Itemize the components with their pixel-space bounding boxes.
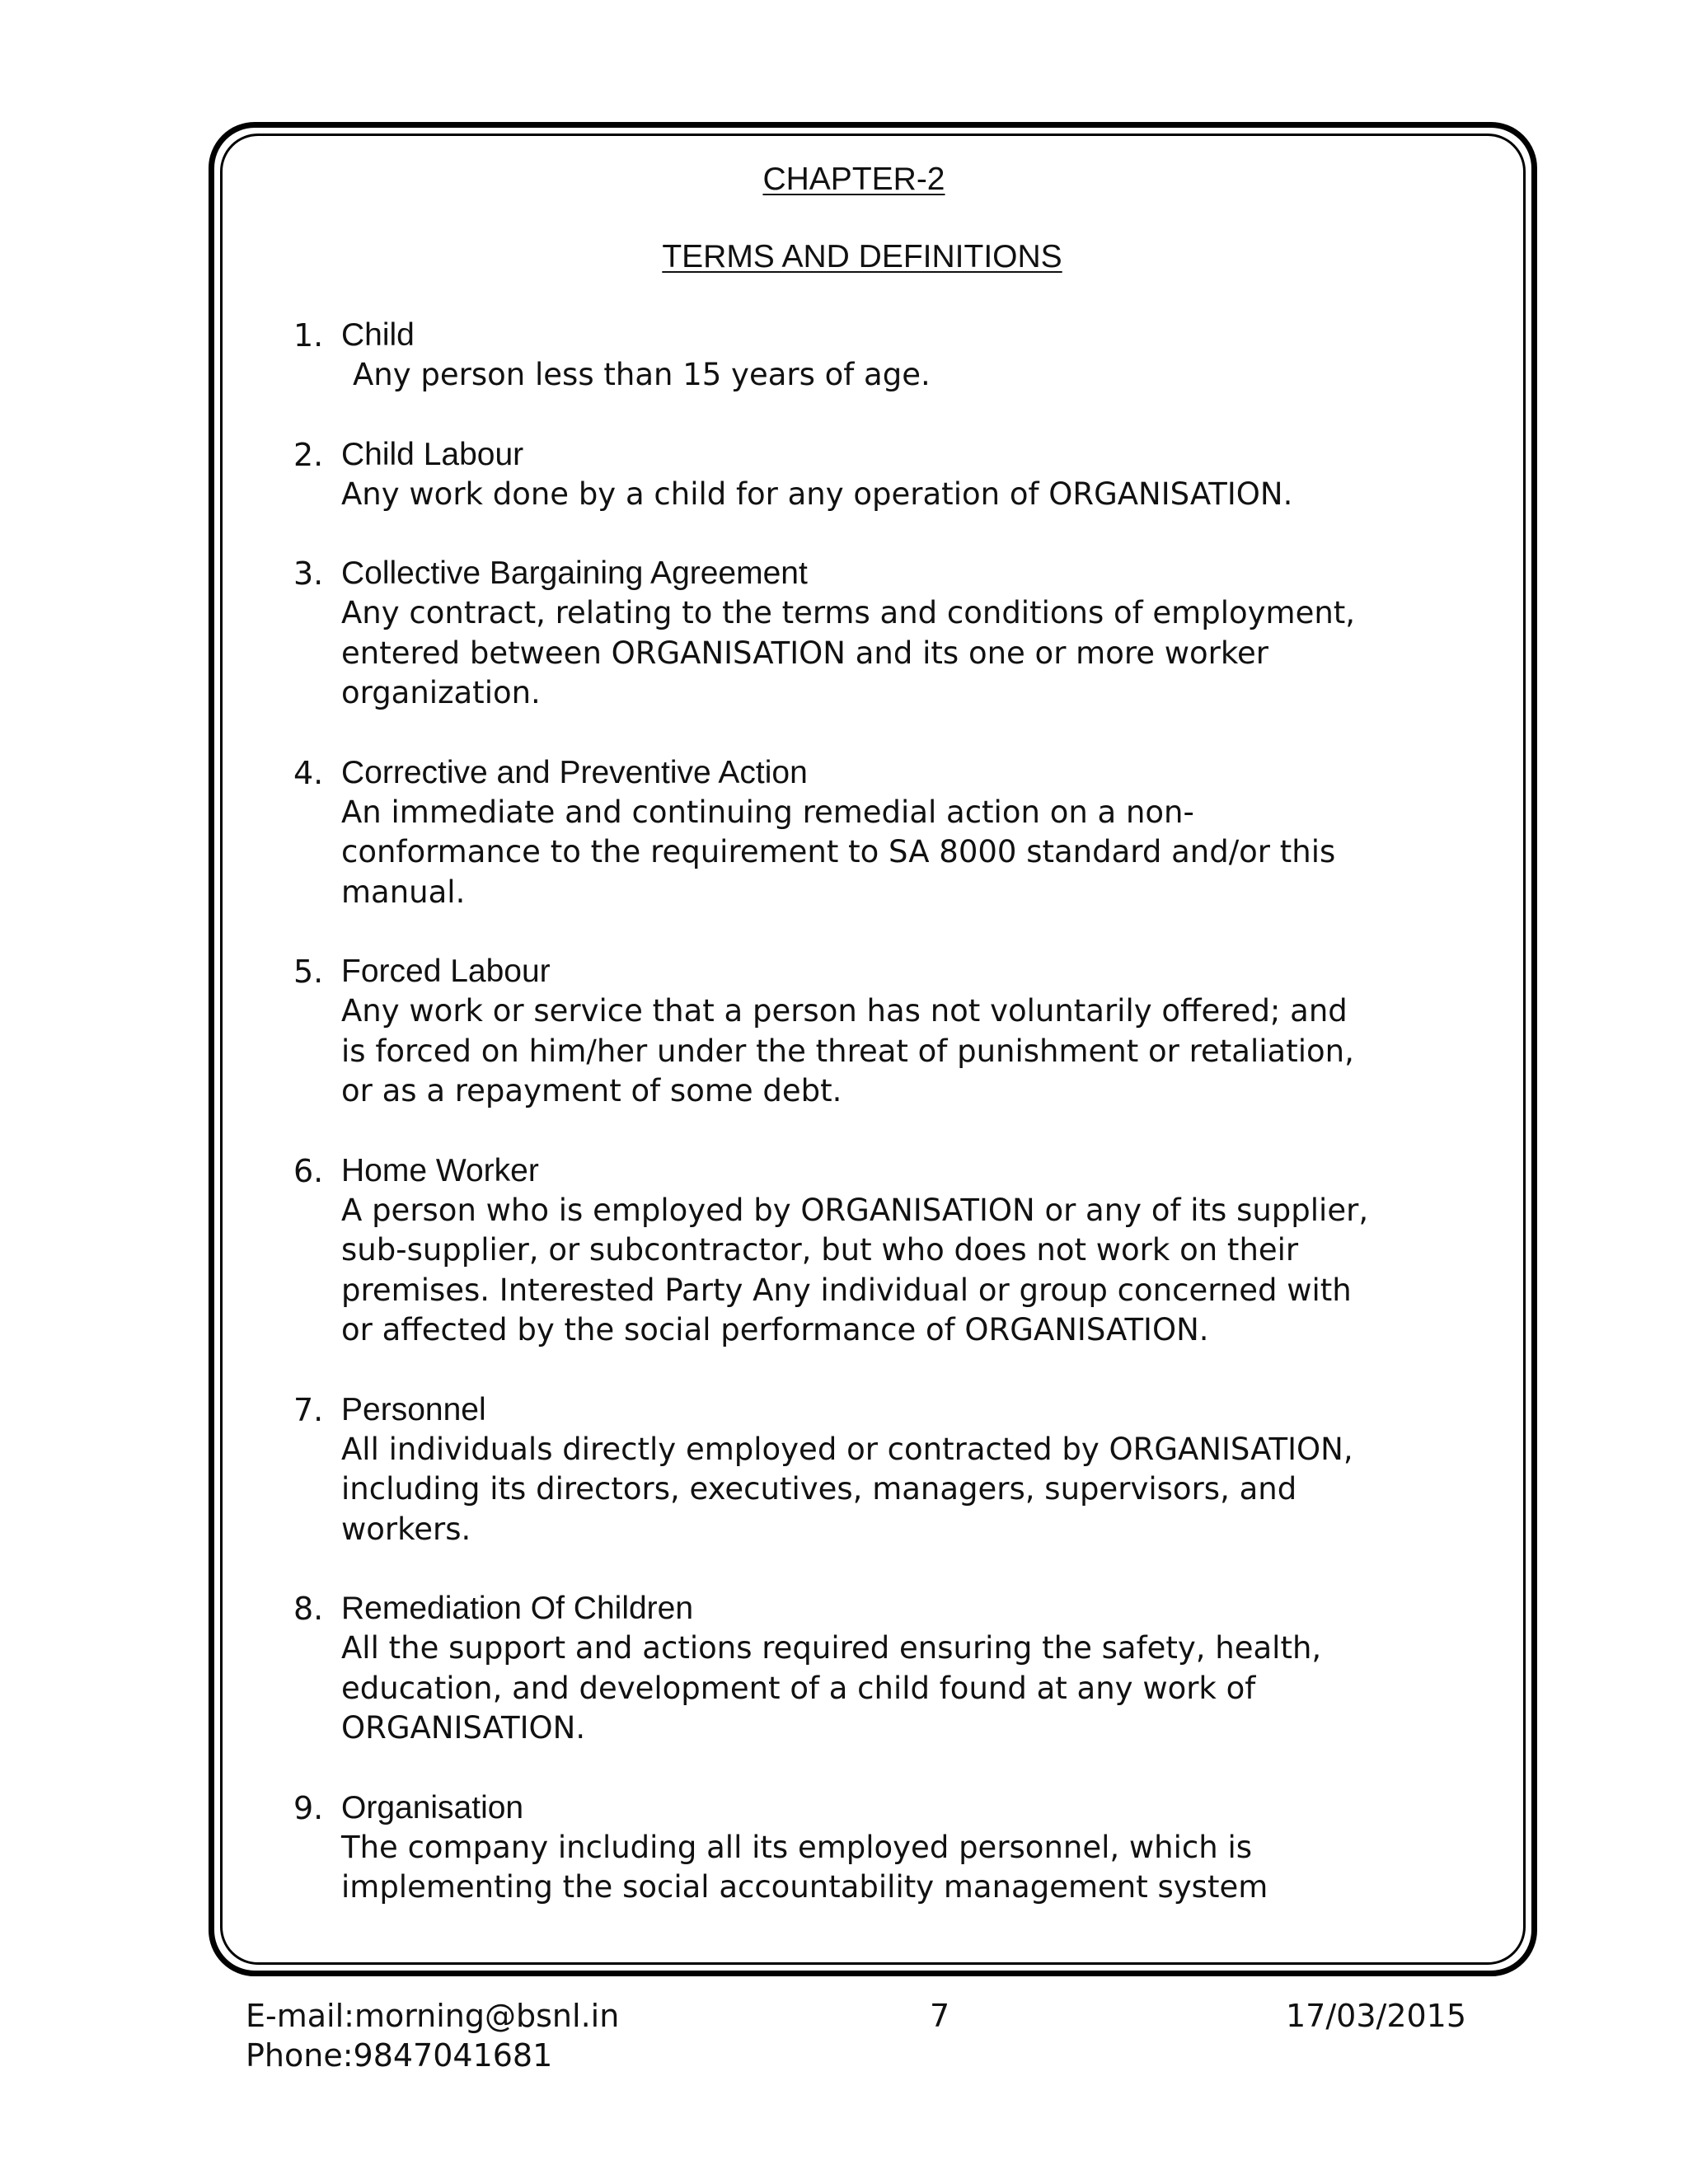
definition-term: Child (341, 317, 415, 353)
footer-phone: Phone:9847041681 (246, 2037, 553, 2074)
definition-item (293, 554, 1497, 714)
definition-term: Collective Bargaining Agreement (341, 555, 808, 591)
definition-item (293, 1151, 1497, 1351)
definition-item (293, 952, 1497, 1112)
definition-item (293, 435, 1497, 515)
definition-number: 8. (293, 1591, 324, 1627)
definition-term: Home Worker (341, 1152, 539, 1188)
definition-number: 4. (293, 754, 324, 791)
definition-term: Forced Labour (341, 954, 551, 989)
definition-text: Any person less than 15 years of age. (353, 357, 931, 392)
definition-text: A person who is employed by ORGANISATION or any of its supplier, sub-supplier, or subcontractor, but who does not work on their premises. Interested Party Any individual or group concerned with or affected by the social performance of ORGANISATION. (341, 1192, 1369, 1347)
definition-number: 7. (293, 1391, 324, 1428)
definition-item (293, 316, 1497, 396)
definitions-list (293, 316, 1497, 1947)
definition-text: The company including all its employed personnel, which is implementing the social accountability management system (341, 1829, 1268, 1905)
footer-date: 17/03/2015 (1286, 1998, 1467, 2034)
definition-text: Any contract, relating to the terms and conditions of employment, entered between ORGANISATION and its one or more worker organization. (341, 595, 1356, 710)
chapter-heading: CHAPTER-2 (762, 162, 945, 197)
definition-term: Child Labour (341, 436, 524, 472)
definition-text: Any work done by a child for any operation of ORGANISATION. (341, 476, 1293, 512)
page-number: 7 (930, 1998, 950, 2034)
definition-item (293, 753, 1497, 913)
definition-item (293, 1589, 1497, 1749)
definition-term: Corrective and Preventive Action (341, 754, 808, 790)
definition-number: 6. (293, 1152, 324, 1189)
definition-number: 1. (293, 317, 324, 354)
footer-email: E-mail:morning@bsnl.in (246, 1998, 620, 2034)
definition-number: 2. (293, 436, 324, 473)
definition-number: 3. (293, 555, 324, 592)
definition-term: Organisation (341, 1789, 524, 1825)
definition-term: Personnel (341, 1391, 486, 1427)
definition-text: All the support and actions required ensuring the safety, health, education, and development of a child found at any work of ORGANISATION. (341, 1630, 1322, 1746)
definition-text: All individuals directly employed or contracted by ORGANISATION, including its directors, executives, managers, supervisors, and workers. (341, 1431, 1353, 1547)
definition-number: 9. (293, 1789, 324, 1826)
definition-term: Remediation Of Children (341, 1591, 694, 1626)
definition-text: Any work or service that a person has not voluntarily offered; and is forced on him/her under the threat of punishment or retaliation, or as a repayment of some debt. (341, 993, 1354, 1108)
definition-item (293, 1788, 1497, 1908)
definition-text: An immediate and continuing remedial action on a non- conformance to the requirement to SA 8000 standard and/or this manual. (341, 794, 1336, 910)
section-title: TERMS AND DEFINITIONS (662, 239, 1062, 274)
definition-item (293, 1390, 1497, 1550)
definition-number: 5. (293, 954, 324, 990)
